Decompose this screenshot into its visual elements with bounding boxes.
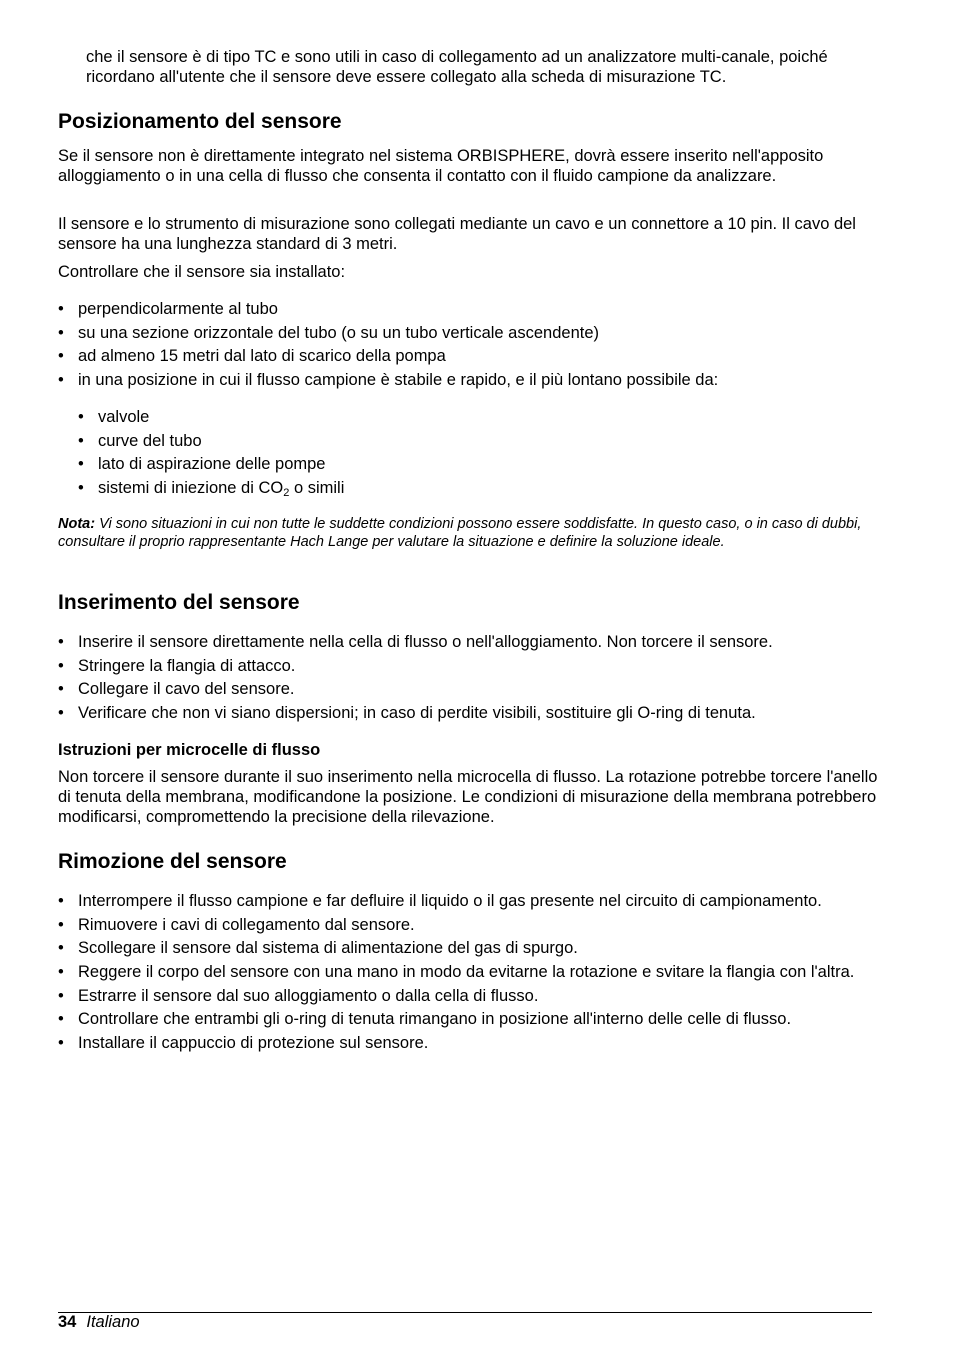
bullet-icon: •	[58, 963, 64, 982]
positioning-paragraph-2: Il sensore e lo strumento di misurazione sono collegati mediante un cavo e un connettore a 10 pin. Il cavo del sensore ha una lunghezza standard di 3 metri.	[58, 215, 856, 253]
intro-paragraph: che il sensore è di tipo TC e sono utili in caso di collegamento ad un analizzatore multi-canale, poiché ricordano all'utente che il sensore deve essere collegato alla scheda di misurazione TC.	[86, 48, 828, 86]
list-item	[58, 703, 878, 723]
heading-insertion: Inserimento del sensore	[58, 591, 300, 614]
list-item-text: perpendicolarmente al tubo	[78, 300, 278, 318]
list-item-text: Inserire il sensore direttamente nella cella di flusso o nell'alloggiamento. Non torcere il sensore.	[78, 633, 773, 651]
heading-positioning: Posizionamento del sensore	[58, 110, 342, 133]
bullet-icon: •	[78, 408, 84, 426]
list-item-text: Verificare che non vi siano dispersioni; in caso di perdite visibili, sostituire gli O-ring di tenuta.	[78, 704, 756, 723]
page-footer	[58, 1312, 140, 1332]
bullet-icon: •	[58, 656, 64, 675]
bullet-icon: •	[78, 431, 84, 450]
list-item	[58, 299, 878, 319]
list-item-text: Reggere il corpo del sensore con una mano in modo da evitarne la rotazione e svitare la flangia con l'altra.	[78, 963, 855, 982]
heading-removal: Rimozione del sensore	[58, 850, 287, 873]
list-item-text: Scollegare il sensore dal sistema di alimentazione del gas di spurgo.	[78, 939, 578, 958]
note-label: Nota:	[58, 516, 96, 532]
footer-language: Italiano	[86, 1313, 140, 1331]
list-item-text: Interrompere il flusso campione e far defluire il liquido o il gas presente nel circuito di campionamento.	[78, 892, 822, 910]
list-item	[78, 454, 878, 474]
positioning-paragraph-1: Se il sensore non è direttamente integrato nel sistema ORBISPHERE, dovrà essere inserito nell'apposito alloggiamento o in una cella di flusso che consenta il contatto con il fluido campione da analizzare.	[58, 147, 824, 185]
list-item	[78, 478, 878, 498]
list-item	[58, 656, 878, 676]
positioning-bullet-list	[58, 299, 878, 394]
bullet-icon: •	[58, 915, 64, 934]
bullet-icon: •	[58, 371, 64, 390]
note-text: Vi sono situazioni in cui non tutte le suddette condizioni possono essere soddisfatte. In questo caso, o in caso di dubbi, consultare il proprio rappresentante Hach Lange per valutare la situazione e definire la soluzione ideale.	[58, 516, 862, 550]
list-item	[58, 346, 878, 366]
bullet-icon: •	[58, 1010, 64, 1029]
list-item	[58, 891, 878, 911]
insertion-bullet-list	[58, 632, 878, 727]
bullet-icon: •	[58, 892, 64, 910]
list-item	[58, 986, 878, 1006]
bullet-icon: •	[78, 455, 84, 474]
note-paragraph	[58, 515, 878, 551]
list-item	[58, 1033, 878, 1053]
list-item	[58, 323, 878, 343]
bullet-icon: •	[78, 479, 84, 498]
list-item	[58, 1009, 878, 1029]
microcell-paragraph: Non torcere il sensore durante il suo inserimento nella microcella di flusso. La rotazione potrebbe torcere l'anello di tenuta della membrana, modificandone la posizione. Le condizioni di misurazione della membrana potrebbero modificarsi, compromettendo la precisione della rilevazione.	[58, 768, 878, 826]
list-item	[58, 679, 878, 699]
list-item-text: Controllare che entrambi gli o-ring di tenuta rimangano in posizione all'interno delle celle di flusso.	[78, 1010, 792, 1029]
list-item	[58, 938, 878, 958]
list-item-text: Estrarre il sensore dal suo alloggiamento o dalla cella di flusso.	[78, 986, 539, 1005]
list-item-text: Rimuovere i cavi di collegamento dal sensore.	[78, 915, 415, 934]
list-item-text: curve del tubo	[98, 431, 202, 450]
bullet-icon: •	[58, 986, 64, 1005]
bullet-icon: •	[58, 1034, 64, 1053]
bullet-icon: •	[58, 347, 64, 366]
bullet-icon: •	[58, 633, 64, 651]
subheading-microcell: Istruzioni per microcelle di flusso	[58, 741, 321, 759]
positioning-sub-bullet-list	[78, 407, 878, 502]
co2-subscript: 2	[283, 487, 290, 500]
list-item-text: Collegare il cavo del sensore.	[78, 680, 295, 699]
list-item	[78, 407, 878, 427]
list-item-text: lato di aspirazione delle pompe	[98, 455, 326, 474]
footer-divider	[58, 1312, 872, 1313]
list-item-text: Installare il cappuccio di protezione sul sensore.	[78, 1034, 429, 1053]
bullet-icon: •	[58, 300, 64, 318]
list-item-text: su una sezione orizzontale del tubo (o su un tubo verticale ascendente)	[78, 323, 599, 342]
bullet-icon: •	[58, 323, 64, 342]
list-item	[58, 632, 878, 652]
removal-bullet-list	[58, 891, 878, 1057]
list-item	[58, 962, 878, 982]
list-item	[58, 915, 878, 935]
page-number: 34	[58, 1313, 77, 1331]
list-item	[78, 431, 878, 451]
positioning-paragraph-3: Controllare che il sensore sia installato:	[58, 263, 346, 281]
list-item-text: ad almeno 15 metri dal lato di scarico della pompa	[78, 347, 446, 366]
bullet-icon: •	[58, 939, 64, 958]
list-item	[58, 370, 878, 390]
bullet-icon: •	[58, 704, 64, 723]
bullet-icon: •	[58, 680, 64, 699]
list-item-text: valvole	[98, 408, 150, 426]
list-item-text: Stringere la flangia di attacco.	[78, 656, 296, 675]
list-item-text: sistemi di iniezione di $CO_2$ o simili	[98, 479, 345, 500]
list-item-text: in una posizione in cui il flusso campione è stabile e rapido, e il più lontano possibile da:	[78, 371, 719, 390]
